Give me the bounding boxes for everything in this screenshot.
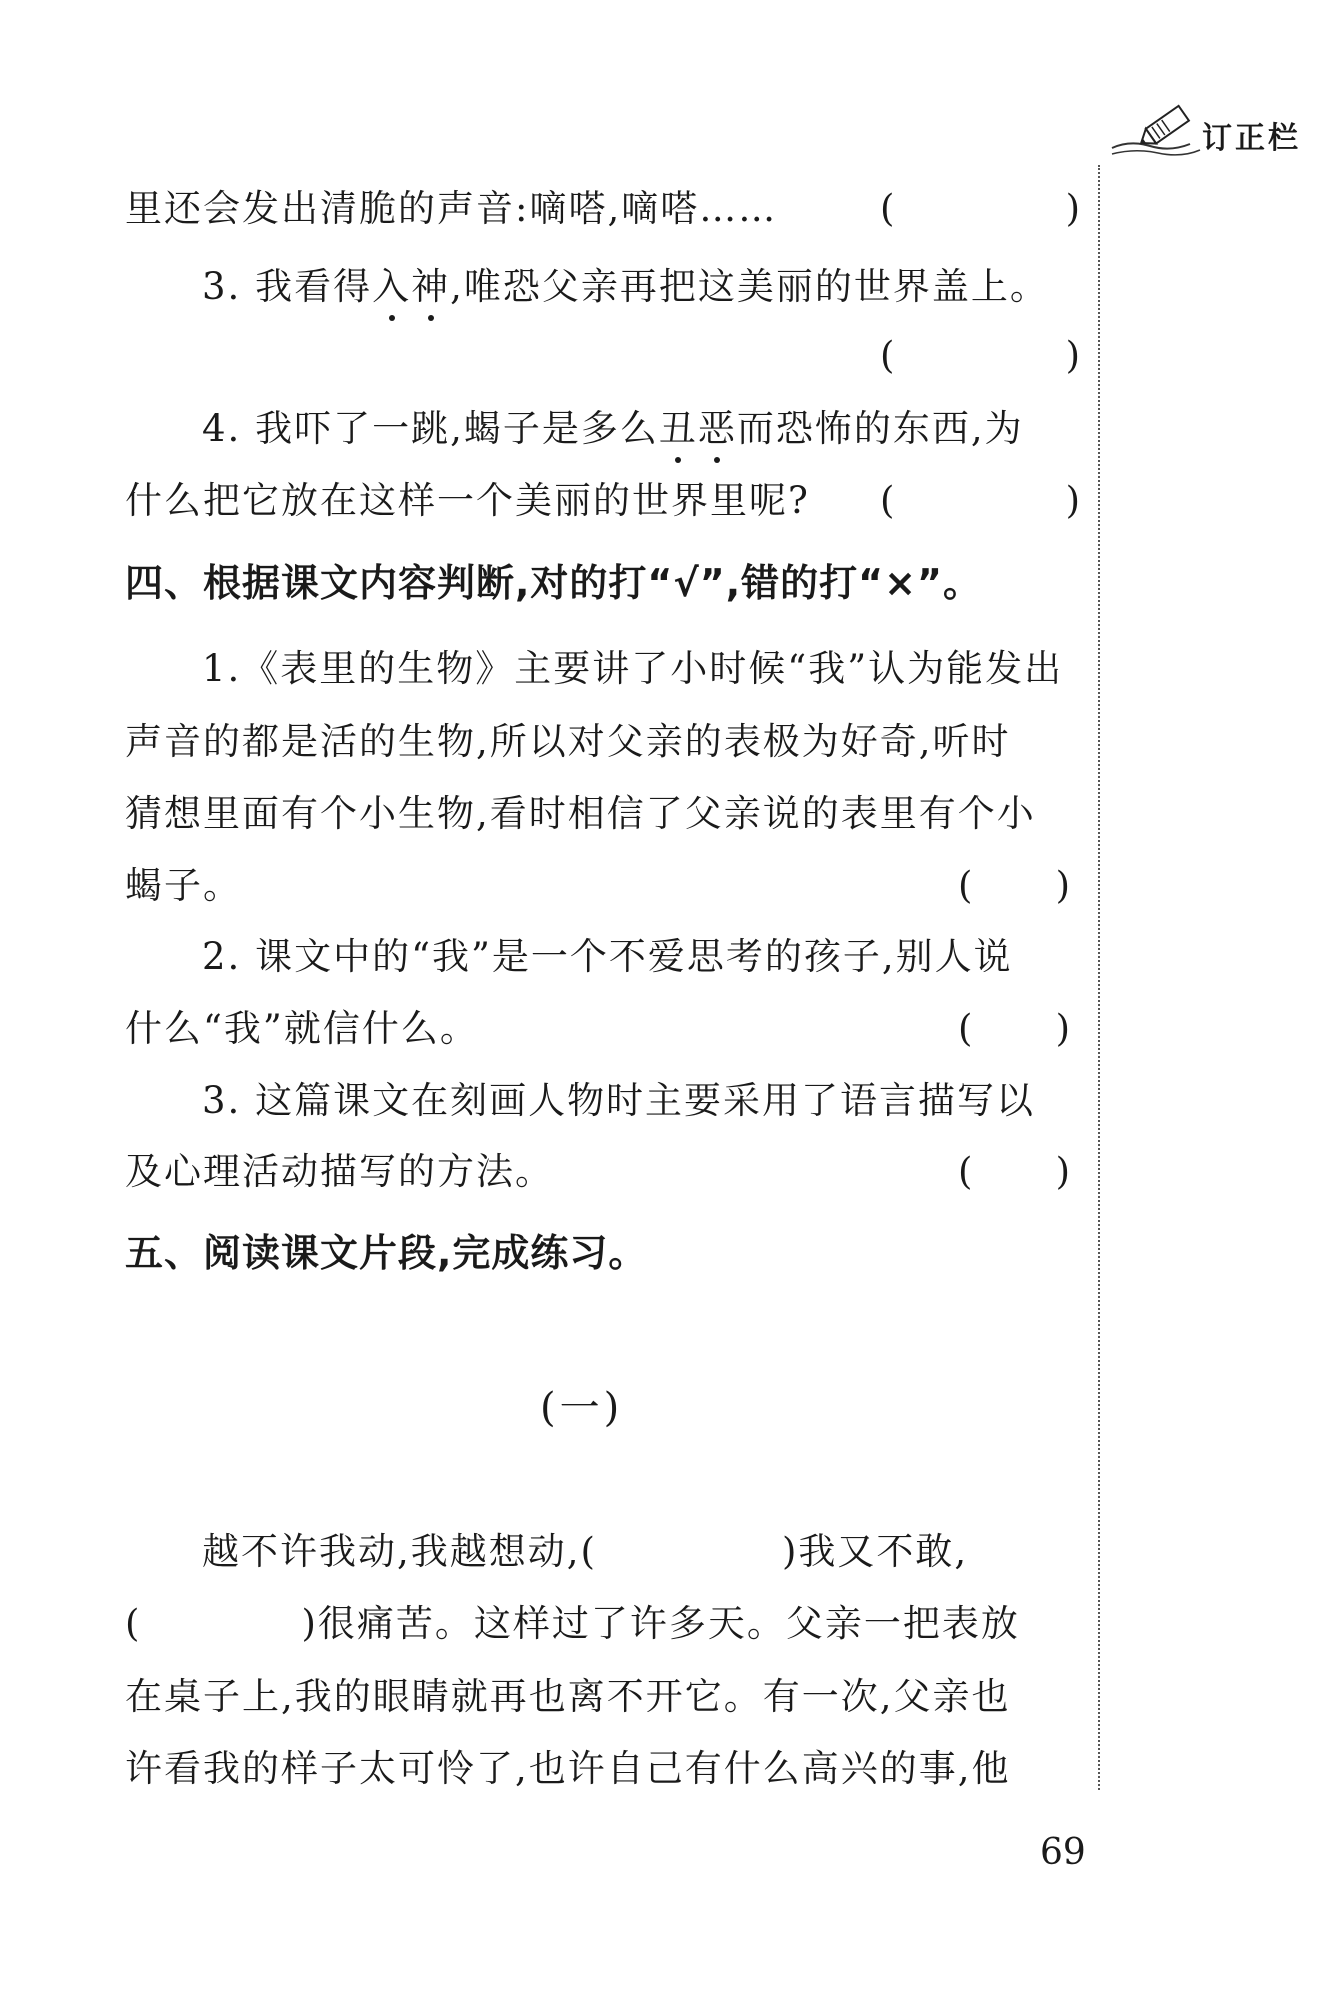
margin-divider xyxy=(1098,165,1100,1790)
s4-q1-line: 1.《表里的生物》主要讲了小时候“我”认为能发出 xyxy=(202,647,1064,690)
answer-paren[interactable] xyxy=(880,477,1080,525)
s4-q1-line: 猜想里面有个小生物,看时相信了父亲说的表里有个小 xyxy=(125,792,1036,835)
q2-continuation-line: 里还会发出清脆的声音:嘀嗒,嘀嗒…… xyxy=(125,187,778,230)
passage-text: ( xyxy=(125,1602,142,1645)
correction-column-header xyxy=(1110,95,1335,165)
paren-open: ( xyxy=(880,187,895,230)
answer-paren[interactable] xyxy=(880,185,1080,233)
dotted-char: 恶 xyxy=(698,405,737,453)
s4-q1-line: 声音的都是活的生物,所以对父亲的表极为好奇,听时 xyxy=(125,720,1011,763)
paren-open: ( xyxy=(958,1150,973,1193)
answer-paren[interactable] xyxy=(958,1148,1070,1196)
s4-q2-line: 2. 课文中的“我”是一个不爱思考的孩子,别人说 xyxy=(202,935,1013,978)
passage-subtitle: (一) xyxy=(540,1385,624,1431)
answer-paren[interactable] xyxy=(880,332,1080,380)
dotted-char: 丑 xyxy=(659,405,698,453)
passage-line-2 xyxy=(125,1600,1075,1648)
paren-close: ) xyxy=(1065,187,1080,230)
dotted-char: 神 xyxy=(411,263,450,311)
paren-open: ( xyxy=(958,864,973,907)
passage-text: 越不许我动,我越想动,( xyxy=(202,1530,597,1573)
correction-column-label: 订正栏 xyxy=(1202,121,1301,156)
passage-text: )很痛苦。这样过了许多天。父亲一把表放 xyxy=(301,1602,1020,1645)
answer-paren[interactable] xyxy=(958,862,1070,910)
q4-suffix: 而恐怖的东西,为 xyxy=(736,407,1024,450)
section-5-heading: 五、阅读课文片段,完成练习。 xyxy=(125,1231,648,1275)
paren-close: ) xyxy=(1055,864,1070,907)
paren-close: ) xyxy=(1065,479,1080,522)
dotted-char: 入 xyxy=(372,263,411,311)
s4-q1-line: 蝎子。 xyxy=(125,864,242,907)
paren-open: ( xyxy=(958,1007,973,1050)
paren-open: ( xyxy=(880,334,895,377)
s4-q3-line: 及心理活动描写的方法。 xyxy=(125,1150,554,1193)
q4-prefix: 4. 我吓了一跳,蝎子是多么 xyxy=(202,407,659,450)
paren-close: ) xyxy=(1055,1007,1070,1050)
paren-close: ) xyxy=(1055,1150,1070,1193)
pencil-icon xyxy=(1110,100,1205,160)
q4-line xyxy=(202,405,1075,453)
q3-suffix: ,唯恐父亲再把这美丽的世界盖上。 xyxy=(450,265,1049,308)
passage-line-1 xyxy=(202,1528,1075,1576)
passage-line-4: 许看我的样子太可怜了,也许自己有什么高兴的事,他 xyxy=(125,1747,1011,1790)
q3-line xyxy=(202,263,1075,311)
q4-line-2: 什么把它放在这样一个美丽的世界里呢? xyxy=(125,479,810,522)
passage-text: )我又不敢, xyxy=(781,1530,969,1573)
paren-close: ) xyxy=(1065,334,1080,377)
section-4-heading: 四、根据课文内容判断,对的打“√”,错的打“×”。 xyxy=(125,561,982,605)
s4-q3-line: 3. 这篇课文在刻画人物时主要采用了语言描写以 xyxy=(202,1079,1036,1122)
answer-paren[interactable] xyxy=(958,1005,1070,1053)
page-number: 69 xyxy=(1040,1832,1086,1873)
passage-line-3: 在桌子上,我的眼睛就再也离不开它。有一次,父亲也 xyxy=(125,1675,1011,1718)
paren-open: ( xyxy=(880,479,895,522)
s4-q2-line: 什么“我”就信什么。 xyxy=(125,1007,479,1050)
q3-prefix: 3. 我看得 xyxy=(202,265,373,308)
